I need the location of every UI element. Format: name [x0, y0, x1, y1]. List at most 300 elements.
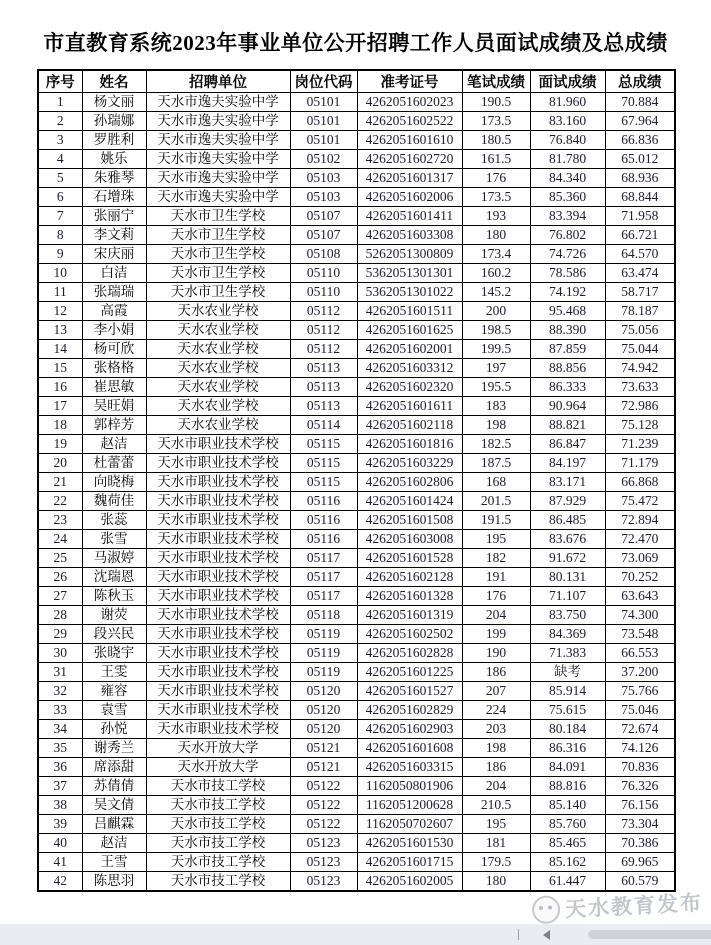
cell-seq: 9: [38, 245, 82, 264]
cell-total-score: 68.844: [605, 188, 675, 207]
cell-exam-id: 4262051601511: [357, 302, 462, 321]
cell-interview-score: 80.184: [530, 720, 605, 739]
cell-name: 马淑婷: [82, 549, 146, 568]
cell-name: 苏倩倩: [82, 777, 146, 796]
cell-post-code: 05110: [290, 264, 357, 283]
cell-name: 张丽宁: [82, 207, 146, 226]
cell-unit: 天水市卫生学校: [146, 283, 290, 302]
cell-interview-score: 75.615: [530, 701, 605, 720]
column-header-5: 笔试成绩: [462, 70, 530, 93]
cell-total-score: 72.674: [605, 720, 675, 739]
cell-unit: 天水市技工学校: [146, 853, 290, 872]
cell-unit: 天水市职业技术学校: [146, 530, 290, 549]
cell-post-code: 05116: [290, 530, 357, 549]
cell-post-code: 05113: [290, 378, 357, 397]
cell-interview-score: 85.140: [530, 796, 605, 815]
table-row: [38, 568, 675, 587]
cell-unit: 天水市卫生学校: [146, 226, 290, 245]
cell-name: 张晓宇: [82, 644, 146, 663]
cell-interview-score: 86.333: [530, 378, 605, 397]
cell-post-code: 05115: [290, 473, 357, 492]
cell-exam-id: 4262051601610: [357, 131, 462, 150]
cell-total-score: 70.836: [605, 758, 675, 777]
cell-name: 吴文倩: [82, 796, 146, 815]
cell-exam-id: 4262051602903: [357, 720, 462, 739]
cell-post-code: 05120: [290, 701, 357, 720]
cell-total-score: 63.643: [605, 587, 675, 606]
cell-seq: 23: [38, 511, 82, 530]
cell-post-code: 05101: [290, 112, 357, 131]
cell-written-score: 199: [462, 625, 530, 644]
column-header-2: 招聘单位: [146, 70, 290, 93]
table-row: [38, 454, 675, 473]
cell-seq: 8: [38, 226, 82, 245]
cell-unit: 天水农业学校: [146, 378, 290, 397]
cell-name: 赵洁: [82, 435, 146, 454]
cell-interview-score: 95.468: [530, 302, 605, 321]
cell-written-score: 173.5: [462, 188, 530, 207]
table-row: [38, 283, 675, 302]
cell-interview-score: 85.465: [530, 834, 605, 853]
cell-seq: 19: [38, 435, 82, 454]
cell-seq: 39: [38, 815, 82, 834]
cell-total-score: 63.474: [605, 264, 675, 283]
cell-unit: 天水市卫生学校: [146, 207, 290, 226]
cell-unit: 天水开放大学: [146, 739, 290, 758]
column-header-3: 岗位代码: [290, 70, 357, 93]
table-row: [38, 378, 675, 397]
cell-unit: 天水市逸夫实验中学: [146, 131, 290, 150]
cell-seq: 15: [38, 359, 82, 378]
cell-seq: 6: [38, 188, 82, 207]
cell-interview-score: 74.192: [530, 283, 605, 302]
cell-written-score: 179.5: [462, 853, 530, 872]
cell-exam-id: 4262051602502: [357, 625, 462, 644]
cell-name: 魏荷佳: [82, 492, 146, 511]
cell-exam-id: 4262051602320: [357, 378, 462, 397]
table-row: [38, 853, 675, 872]
cell-unit: 天水市职业技术学校: [146, 492, 290, 511]
cell-post-code: 05108: [290, 245, 357, 264]
cell-written-score: 190.5: [462, 93, 530, 112]
cell-exam-id: 4262051603308: [357, 226, 462, 245]
cell-exam-id: 4262051601816: [357, 435, 462, 454]
cell-total-score: 60.579: [605, 872, 675, 892]
cell-total-score: 75.046: [605, 701, 675, 720]
cell-post-code: 05123: [290, 834, 357, 853]
table-row: [38, 701, 675, 720]
table-row: [38, 150, 675, 169]
cell-seq: 29: [38, 625, 82, 644]
cell-name: 席添甜: [82, 758, 146, 777]
watermark: [531, 887, 703, 926]
cell-name: 谢荧: [82, 606, 146, 625]
cell-seq: 3: [38, 131, 82, 150]
cell-post-code: 05112: [290, 302, 357, 321]
scrollbar-thumb[interactable]: [588, 930, 711, 939]
cell-total-score: 76.326: [605, 777, 675, 796]
cell-unit: 天水市卫生学校: [146, 245, 290, 264]
cell-interview-score: 76.802: [530, 226, 605, 245]
cell-post-code: 05115: [290, 435, 357, 454]
cell-post-code: 05101: [290, 93, 357, 112]
cell-total-score: 73.304: [605, 815, 675, 834]
cell-name: 陈思羽: [82, 872, 146, 892]
cell-seq: 30: [38, 644, 82, 663]
table-header-row: [38, 70, 675, 93]
cell-written-score: 204: [462, 606, 530, 625]
column-header-1: 姓名: [82, 70, 146, 93]
cell-unit: 天水农业学校: [146, 397, 290, 416]
table-row: [38, 625, 675, 644]
cell-exam-id: 4262051602128: [357, 568, 462, 587]
cell-interview-score: 83.394: [530, 207, 605, 226]
cell-post-code: 05117: [290, 587, 357, 606]
column-header-0: 序号: [38, 70, 82, 93]
cell-name: 吕麒霖: [82, 815, 146, 834]
cell-interview-score: 84.197: [530, 454, 605, 473]
table-row: [38, 112, 675, 131]
cell-post-code: 05102: [290, 150, 357, 169]
table-row: [38, 264, 675, 283]
cell-name: 孙瑞娜: [82, 112, 146, 131]
cell-interview-score: 88.816: [530, 777, 605, 796]
cell-total-score: 67.964: [605, 112, 675, 131]
cell-written-score: 186: [462, 663, 530, 682]
table-row: [38, 93, 675, 112]
cell-interview-score: 85.162: [530, 853, 605, 872]
cell-written-score: 183: [462, 397, 530, 416]
cell-post-code: 05101: [290, 131, 357, 150]
cell-name: 杨可欣: [82, 340, 146, 359]
cell-written-score: 176: [462, 587, 530, 606]
cell-unit: 天水市职业技术学校: [146, 606, 290, 625]
cell-seq: 34: [38, 720, 82, 739]
cell-exam-id: 4262051602828: [357, 644, 462, 663]
table-row: [38, 302, 675, 321]
cell-interview-score: 87.859: [530, 340, 605, 359]
cell-written-score: 182.5: [462, 435, 530, 454]
cell-total-score: 71.239: [605, 435, 675, 454]
cell-written-score: 204: [462, 777, 530, 796]
table-row: [38, 473, 675, 492]
cell-post-code: 05112: [290, 340, 357, 359]
cell-name: 赵洁: [82, 834, 146, 853]
cell-written-score: 176: [462, 169, 530, 188]
cell-interview-score: 90.964: [530, 397, 605, 416]
cell-total-score: 75.472: [605, 492, 675, 511]
table-row: [38, 416, 675, 435]
cell-exam-id: 4262051601625: [357, 321, 462, 340]
cell-unit: 天水市职业技术学校: [146, 435, 290, 454]
table-row: [38, 587, 675, 606]
table-row: [38, 777, 675, 796]
watermark-text: 天水教育发布: [564, 890, 704, 922]
cell-post-code: 05119: [290, 644, 357, 663]
cell-seq: 38: [38, 796, 82, 815]
table-row: [38, 169, 675, 188]
cell-written-score: 201.5: [462, 492, 530, 511]
cell-total-score: 76.156: [605, 796, 675, 815]
cell-unit: 天水市逸夫实验中学: [146, 188, 290, 207]
cell-unit: 天水市逸夫实验中学: [146, 93, 290, 112]
cell-post-code: 05107: [290, 207, 357, 226]
cell-unit: 天水市职业技术学校: [146, 720, 290, 739]
cell-seq: 27: [38, 587, 82, 606]
cell-post-code: 05123: [290, 872, 357, 892]
cell-seq: 33: [38, 701, 82, 720]
cell-post-code: 05114: [290, 416, 357, 435]
cell-post-code: 05103: [290, 188, 357, 207]
cell-unit: 天水市职业技术学校: [146, 625, 290, 644]
table-row: [38, 131, 675, 150]
cell-written-score: 145.2: [462, 283, 530, 302]
cell-written-score: 161.5: [462, 150, 530, 169]
table-row: [38, 815, 675, 834]
cell-total-score: 71.958: [605, 207, 675, 226]
cell-name: 杜蕾蕾: [82, 454, 146, 473]
table-row: [38, 492, 675, 511]
cell-name: 王雯: [82, 663, 146, 682]
cell-exam-id: 4262051601317: [357, 169, 462, 188]
cell-exam-id: 4262051601508: [357, 511, 462, 530]
cell-interview-score: 81.960: [530, 93, 605, 112]
cell-seq: 37: [38, 777, 82, 796]
cell-post-code: 05122: [290, 815, 357, 834]
cell-seq: 1: [38, 93, 82, 112]
cell-exam-id: 4262051603315: [357, 758, 462, 777]
cell-total-score: 66.553: [605, 644, 675, 663]
table-row: [38, 644, 675, 663]
cell-seq: 2: [38, 112, 82, 131]
column-header-4: 准考证号: [357, 70, 462, 93]
cell-exam-id: 1162051200628: [357, 796, 462, 815]
cell-exam-id: 4262051602023: [357, 93, 462, 112]
cell-seq: 11: [38, 283, 82, 302]
table-row: [38, 245, 675, 264]
cell-exam-id: 4262051602806: [357, 473, 462, 492]
cell-unit: 天水市职业技术学校: [146, 587, 290, 606]
cell-interview-score: 88.821: [530, 416, 605, 435]
cell-interview-score: 87.929: [530, 492, 605, 511]
cell-exam-id: 4262051602720: [357, 150, 462, 169]
cell-name: 张瑞瑞: [82, 283, 146, 302]
cell-name: 张格格: [82, 359, 146, 378]
cell-name: 朱雅琴: [82, 169, 146, 188]
cell-post-code: 05119: [290, 625, 357, 644]
cell-seq: 20: [38, 454, 82, 473]
cell-exam-id: 4262051601608: [357, 739, 462, 758]
cell-seq: 28: [38, 606, 82, 625]
cell-seq: 14: [38, 340, 82, 359]
table-row: [38, 207, 675, 226]
cell-post-code: 05118: [290, 606, 357, 625]
cell-exam-id: 5362051301022: [357, 283, 462, 302]
cell-post-code: 05119: [290, 663, 357, 682]
table-row: [38, 834, 675, 853]
cell-written-score: 224: [462, 701, 530, 720]
cell-unit: 天水农业学校: [146, 359, 290, 378]
cell-seq: 12: [38, 302, 82, 321]
cell-written-score: 198.5: [462, 321, 530, 340]
cell-interview-score: 85.760: [530, 815, 605, 834]
cell-exam-id: 4262051602522: [357, 112, 462, 131]
cell-post-code: 05113: [290, 359, 357, 378]
cell-unit: 天水农业学校: [146, 416, 290, 435]
cell-seq: 40: [38, 834, 82, 853]
cell-exam-id: 4262051602829: [357, 701, 462, 720]
cell-name: 张蕊: [82, 511, 146, 530]
cell-unit: 天水市职业技术学校: [146, 549, 290, 568]
cell-exam-id: 1162050801906: [357, 777, 462, 796]
table-row: [38, 530, 675, 549]
cell-unit: 天水农业学校: [146, 321, 290, 340]
cell-name: 沈瑞恩: [82, 568, 146, 587]
cell-exam-id: 4262051601715: [357, 853, 462, 872]
cell-post-code: 05107: [290, 226, 357, 245]
cell-total-score: 75.044: [605, 340, 675, 359]
cell-post-code: 05112: [290, 321, 357, 340]
table-row: [38, 321, 675, 340]
table-row: [38, 188, 675, 207]
cell-written-score: 187.5: [462, 454, 530, 473]
cell-seq: 35: [38, 739, 82, 758]
cell-total-score: 78.187: [605, 302, 675, 321]
cell-seq: 41: [38, 853, 82, 872]
horizontal-scrollbar[interactable]: [0, 924, 711, 945]
cell-written-score: 195.5: [462, 378, 530, 397]
cell-written-score: 181: [462, 834, 530, 853]
cell-unit: 天水市职业技术学校: [146, 644, 290, 663]
page-title: 市直教育系统2023年事业单位公开招聘工作人员面试成绩及总成绩: [43, 31, 668, 55]
cell-exam-id: 4262051601527: [357, 682, 462, 701]
cell-total-score: 66.868: [605, 473, 675, 492]
cell-name: 段兴民: [82, 625, 146, 644]
cell-post-code: 05117: [290, 568, 357, 587]
cell-total-score: 58.717: [605, 283, 675, 302]
cell-post-code: 05113: [290, 397, 357, 416]
cell-name: 姚乐: [82, 150, 146, 169]
cell-name: 谢秀兰: [82, 739, 146, 758]
cell-exam-id: 5362051301301: [357, 264, 462, 283]
cell-seq: 7: [38, 207, 82, 226]
cell-written-score: 180: [462, 226, 530, 245]
cell-interview-score: 74.726: [530, 245, 605, 264]
cell-written-score: 182: [462, 549, 530, 568]
cell-total-score: 74.300: [605, 606, 675, 625]
cell-unit: 天水市职业技术学校: [146, 701, 290, 720]
cell-name: 宋庆丽: [82, 245, 146, 264]
cell-exam-id: 4262051602006: [357, 188, 462, 207]
cell-total-score: 75.128: [605, 416, 675, 435]
cell-total-score: 65.012: [605, 150, 675, 169]
cell-post-code: 05120: [290, 720, 357, 739]
cell-name: 罗胜利: [82, 131, 146, 150]
cell-interview-score: 84.369: [530, 625, 605, 644]
cell-post-code: 05121: [290, 739, 357, 758]
cell-post-code: 05122: [290, 796, 357, 815]
cell-interview-score: 76.840: [530, 131, 605, 150]
cell-seq: 24: [38, 530, 82, 549]
table-row: [38, 549, 675, 568]
cell-interview-score: 84.340: [530, 169, 605, 188]
cell-total-score: 71.179: [605, 454, 675, 473]
cell-post-code: 05115: [290, 454, 357, 473]
cell-seq: 22: [38, 492, 82, 511]
cell-written-score: 160.2: [462, 264, 530, 283]
column-header-7: 总成绩: [605, 70, 675, 93]
column-header-6: 面试成绩: [530, 70, 605, 93]
cell-name: 石增珠: [82, 188, 146, 207]
cell-unit: 天水市技工学校: [146, 777, 290, 796]
cell-interview-score: 71.107: [530, 587, 605, 606]
cell-seq: 18: [38, 416, 82, 435]
cell-name: 白洁: [82, 264, 146, 283]
watermark-logo-icon: [531, 895, 560, 924]
cell-written-score: 191.5: [462, 511, 530, 530]
cell-seq: 16: [38, 378, 82, 397]
cell-post-code: 05123: [290, 853, 357, 872]
cell-unit: 天水开放大学: [146, 758, 290, 777]
cell-exam-id: 4262051601319: [357, 606, 462, 625]
cell-unit: 天水市技工学校: [146, 872, 290, 892]
cell-seq: 4: [38, 150, 82, 169]
table-row: [38, 226, 675, 245]
cell-post-code: 05116: [290, 511, 357, 530]
table-row: [38, 435, 675, 454]
cell-interview-score: 61.447: [530, 872, 605, 892]
cell-seq: 17: [38, 397, 82, 416]
cell-written-score: 180.5: [462, 131, 530, 150]
cell-exam-id: 4262051601424: [357, 492, 462, 511]
cell-total-score: 75.056: [605, 321, 675, 340]
scrollbar-divider: [518, 929, 519, 940]
table-row: [38, 359, 675, 378]
cell-interview-score: 88.856: [530, 359, 605, 378]
cell-interview-score: 88.390: [530, 321, 605, 340]
cell-seq: 32: [38, 682, 82, 701]
cell-name: 杨文丽: [82, 93, 146, 112]
scroll-left-arrow-icon[interactable]: [543, 930, 550, 940]
table-row: [38, 872, 675, 892]
cell-total-score: 70.884: [605, 93, 675, 112]
cell-interview-score: 83.160: [530, 112, 605, 131]
cell-exam-id: 4262051601528: [357, 549, 462, 568]
cell-exam-id: 4262051602118: [357, 416, 462, 435]
cell-name: 王雪: [82, 853, 146, 872]
cell-interview-score: 80.131: [530, 568, 605, 587]
cell-exam-id: 4262051603008: [357, 530, 462, 549]
cell-total-score: 66.721: [605, 226, 675, 245]
cell-interview-score: 83.171: [530, 473, 605, 492]
cell-exam-id: 4262051603312: [357, 359, 462, 378]
cell-written-score: 190: [462, 644, 530, 663]
cell-exam-id: 4262051602005: [357, 872, 462, 892]
cell-unit: 天水市技工学校: [146, 815, 290, 834]
cell-exam-id: 1162050702607: [357, 815, 462, 834]
cell-seq: 13: [38, 321, 82, 340]
cell-unit: 天水市职业技术学校: [146, 663, 290, 682]
cell-post-code: 05103: [290, 169, 357, 188]
cell-unit: 天水市职业技术学校: [146, 454, 290, 473]
cell-exam-id: 4262051601328: [357, 587, 462, 606]
cell-post-code: 05110: [290, 283, 357, 302]
cell-interview-score: 86.847: [530, 435, 605, 454]
cell-written-score: 173.5: [462, 112, 530, 131]
cell-exam-id: 4262051601530: [357, 834, 462, 853]
cell-exam-id: 4262051601611: [357, 397, 462, 416]
cell-exam-id: 4262051601225: [357, 663, 462, 682]
